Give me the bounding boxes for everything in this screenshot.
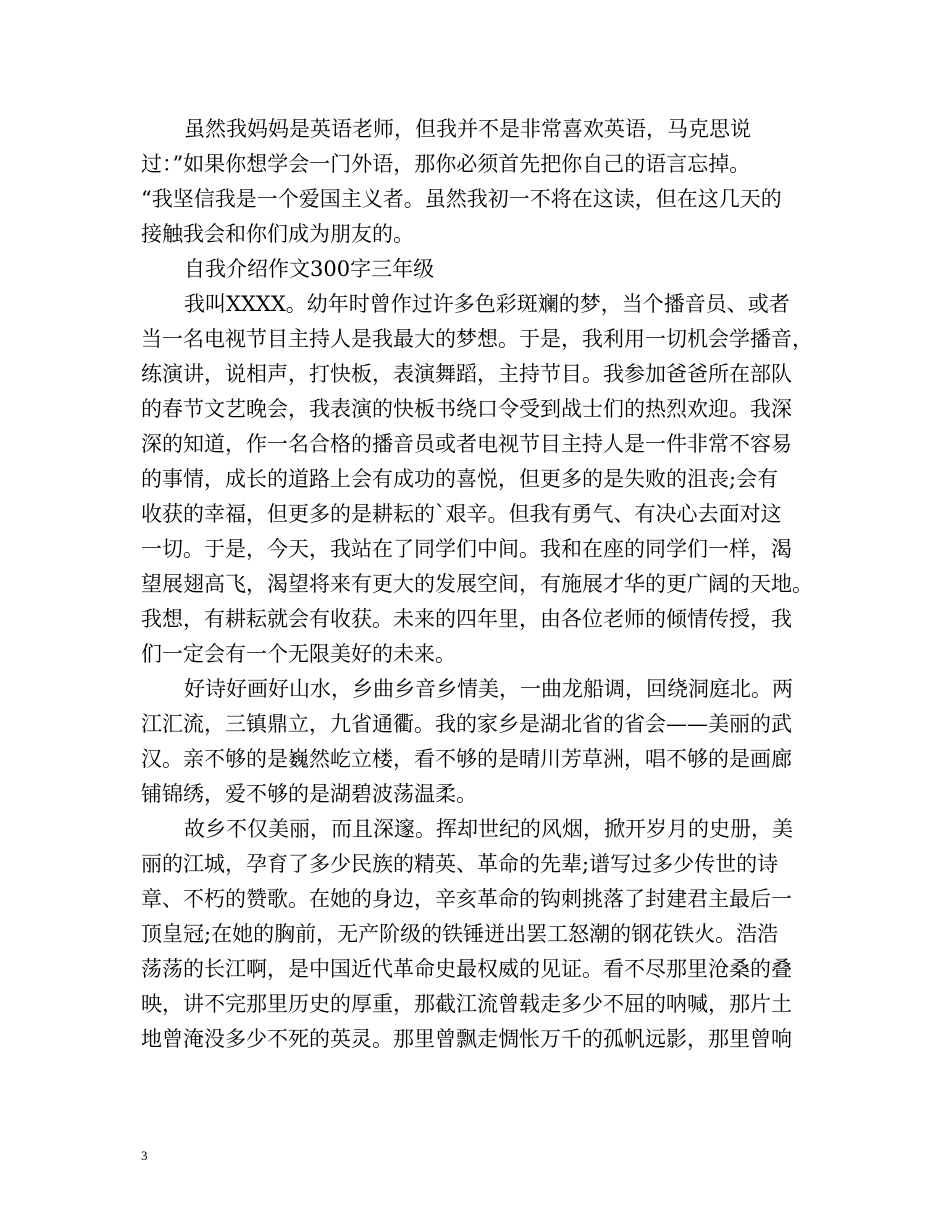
- text-line: 映，讲不完那里历史的厚重，那截江流曾载走多少不屈的呐喊，那片土: [141, 992, 792, 1016]
- text-line: 丽的江城，孕育了多少民族的精英、革命的先辈;谱写过多少传世的诗: [141, 852, 779, 876]
- paragraph: [141, 812, 813, 1057]
- text-line: 章、不朽的赞歌。在她的身边，辛亥革命的钩刺挑落了封建君主最后一: [141, 887, 792, 911]
- page-number: 3: [141, 1148, 148, 1163]
- text-line: 荡荡的长江啊，是中国近代革命史最权威的见证。看不尽那里沧桑的叠: [141, 957, 792, 981]
- text-line: 虽然我妈妈是英语老师，但我并不是非常喜欢英语，马克思说: [184, 117, 751, 141]
- text-line: 收获的幸福，但更多的是耕耘的`艰辛。但我有勇气、有决心去面对这: [141, 502, 782, 526]
- text-line: 铺锦绣，爱不够的是湖碧波荡温柔。: [141, 782, 477, 806]
- text-line: 汉。亲不够的是巍然屹立楼，看不够的是晴川芳草洲，唱不够的是画廊: [141, 747, 792, 771]
- paragraph: [141, 287, 813, 672]
- document-body: [141, 112, 813, 1057]
- text-line: 过：”如果你想学会一门外语，那你必须首先把你自己的语言忘掉。: [141, 152, 751, 176]
- text-line: 我叫XXXX。幼年时曾作过许多色彩斑斓的梦，当个播音员、或者: [184, 292, 790, 316]
- text-line: 自我介绍作文300字三年级: [184, 257, 435, 281]
- text-line: 地曾淹没多少不死的英灵。那里曾飘走惆怅万千的孤帆远影，那里曾响: [141, 1027, 792, 1051]
- text-line: 顶皇冠;在她的胸前，无产阶级的铁锤迸出罢工怒潮的钢花铁火。浩浩: [141, 922, 779, 946]
- text-line: 好诗好画好山水，乡曲乡音乡情美，一曲龙船调，回绕洞庭北。两: [184, 677, 793, 701]
- text-line: 我想，有耕耘就会有收获。未来的四年里，由各位老师的倾情传授，我: [141, 607, 792, 631]
- text-line: 当一名电视节目主持人是我最大的梦想。于是，我利用一切机会学播音，: [141, 327, 813, 351]
- text-line: 练演讲，说相声，打快板，表演舞蹈，主持节目。我参加爸爸所在部队: [141, 362, 792, 386]
- text-line: 接触我会和你们成为朋友的。: [141, 222, 414, 246]
- text-line: 们一定会有一个无限美好的未来。: [141, 642, 456, 666]
- paragraph: [141, 672, 813, 812]
- text-line: 江汇流，三镇鼎立，九省通衢。我的家乡是湖北省的省会——美丽的武: [141, 712, 792, 736]
- text-line: 故乡不仅美丽，而且深邃。挥却世纪的风烟，掀开岁月的史册，美: [184, 817, 793, 841]
- text-line: 深的知道，作一名合格的播音员或者电视节目主持人是一件非常不容易: [141, 432, 792, 456]
- text-line: 的春节文艺晚会，我表演的快板书绕口令受到战士们的热烈欢迎。我深: [141, 397, 792, 421]
- text-line: “我坚信我是一个爱国主义者。虽然我初一不将在这读，但在这几天的: [141, 187, 782, 211]
- text-line: 一切。于是，今天，我站在了同学们中间。我和在座的同学们一样，渴: [141, 537, 792, 561]
- text-line: 的事情，成长的道路上会有成功的喜悦，但更多的是失败的沮丧;会有: [141, 467, 779, 491]
- paragraph: [141, 252, 813, 287]
- paragraph: [141, 112, 813, 252]
- text-line: 望展翅高飞，渴望将来有更大的发展空间，有施展才华的更广阔的天地。: [141, 572, 813, 596]
